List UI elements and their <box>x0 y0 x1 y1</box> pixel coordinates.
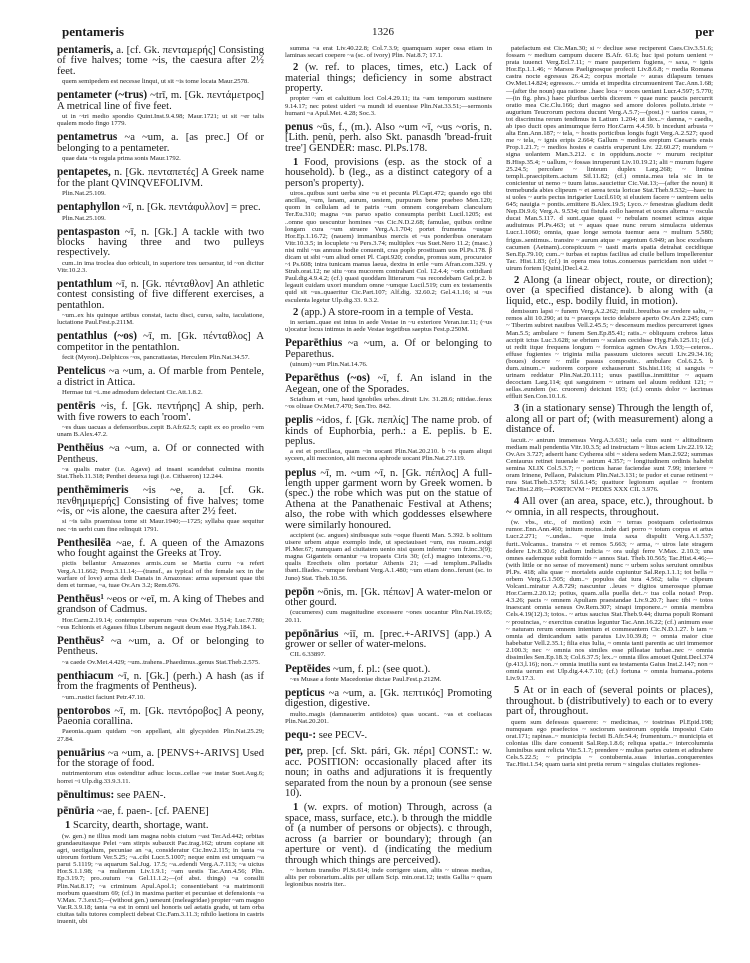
dictionary-entry <box>285 468 492 531</box>
dictionary-entry <box>57 90 264 112</box>
headword: pequ-: <box>285 729 317 742</box>
headword: pēnultimus: <box>57 788 115 801</box>
definition: ~ūs, f., (m.). Also ~um ~ī, ~us ~oris, n. [Lith. penù, perh. also Skt. panasdh 'bread-fruit tree'] GENDER: masc. Pl.Ps.178. <box>285 121 492 154</box>
sense-definition: (in a stationary sense) Through the length of, along all or part of; (with measurement) along a distance of. <box>506 403 713 436</box>
column-middle <box>285 45 492 888</box>
dictionary-entry <box>285 688 492 710</box>
headword: peplus <box>285 466 317 479</box>
citations: summa ~a erat Liv.40.22.8; Col.7.3.9; quamquam super ossa etiam in laminas secari coepere ~a (sc. of ivory) Plin. Nat.8.7; 17.1. <box>285 45 492 60</box>
citations: Paeonia..quam quidam ~on appellant, alii glycysiden Plin.Nat.25.29; 27.84. <box>57 728 264 743</box>
sense-block <box>506 404 713 435</box>
definition: ~a ~um, a. Of or connected with Pentheus. <box>57 443 264 465</box>
citations: Hermae tui ~i..me admodum delectant Cic.Att.1.8.2. <box>62 389 203 397</box>
dictionary-entry <box>285 122 492 154</box>
dictionary-entry <box>285 746 492 799</box>
citations: quem sum defessus quaerere: ~ medicinas, ~ tostrinas Pl.Epid.198; numquam ego praefectos ~ sociorum uestrorum oppida imposiui Cato orat.171; rapinas..~ municipia fecisti B.Afr.54.4; frumentum..~ municipia et colonias illis dare conuenit Sal.Rep.1.8.6; reliqua spatia..~ intercolumnia luminibus sunt relicta Vitr.5.1.7; prendere ~ multas partes cutem et adtrahere Cels.5.22.5; ~ principia ~ contubernia..suas iniurias..conquerentes Tac.Hist.1.54; quam uaria sint pretia rerum ~ singulas ciuitates regiones- <box>506 718 713 769</box>
headword: pentaspaston <box>57 225 120 238</box>
citations: iacuit..~ antrum immensus Verg.A.3.631; uela cum sunt ~ altitudinem mediam mali pendentia Vitr.10.3.5; ad instructam ~ litus aciem Liv.22.19.12; Ov.Ars 3.727; adserit hanc Cytherea sibi ~ sidera sedem Man.2.922; summas Centaurus retinet iuuenale ~ astrum 4.357; ~ longitudinem ordinis habebit semina XLIX Col.5.3.7; ~ porticus harae faciendae sunt 7.99; interiere ~ oram Irinene, Pellaon, Palsicium Plin.Nat.3.131; te pudor et curae retinent ~ rura Stat.Theb.3.573; Sil.6.145; quattuor legionum aquilae ~ frontem Tac.Hist.2.89;—PORTICVM ~ PEDES XXX CIL 3.976. <box>506 436 713 494</box>
citations: Sciathum et ~um, haud ignobiles urbes..diruit Liv. 31.28.6; nitidae..ferax ~os oliuae Ov.Met.7.470; Sen.Tro. 842. <box>285 395 492 411</box>
column-right <box>506 45 713 768</box>
definition: ~ī, m. [Gk. πένταθλος] A competitor in the pentathlon. <box>57 331 265 353</box>
dictionary-entry <box>57 594 264 616</box>
sense-number: 2 <box>293 306 299 318</box>
definition: ~trī, m. [Gk. πεντάμετρος] A metrical line of five feet. <box>57 90 264 112</box>
dictionary-entry <box>57 538 264 560</box>
citations: demissum lapsi ~ funem Verg.A.2.262; multi..breuibus se credere saltu, ~ remos alii 10.290; at tu ~ praeceps tecto delabere aperto Ov.Ars 2.245; cum ~ Tiberim subiret nauibus Vell.2.45.5; ~ descensum medios percurreret ignes Man.5.5; ambulare ~ funem Sen.Ep.85.41; ratis..~ obliquum crebros latus accipit ictus Luc.3.628; se ebrium ~ scalam cecidisse Hyg.Fab.125.11; (cf.) ut redit itque frequens longum ~ formica agmen Ov.Ars 1.93;—ceteros.. effuse fugientes ~ triginta milia passuum uictores secuti Liv.29.34.16; (boues) docere ~ mille passus composite.. ambulare Col.6.2.5. b dum..uinum..~ sudorem corpore exhauserunt Sis.hist.116; si sanguis ~ urinam reddatur Plin.Nat.20.111; unus pastillus..inmittitur ~ aquam decoctam Larg.114; qui sanguinem ~ urinam uel aluum reddunt 121; ~ sellas..eundem (sc. cruorem) deiciunt 193; (cf.) omnis dolor ~ lacrimas effluit Sen.Con.10.1.6. <box>506 308 713 401</box>
headword: Penthesilēa <box>57 536 112 549</box>
headword: pepticus <box>285 687 325 700</box>
headword: pentēris <box>57 400 96 413</box>
citations: Plin.Nat.25.109. <box>62 190 106 198</box>
citations: ~um..rustici faciunt Petr.47.10. <box>62 693 145 701</box>
sense-definition: (w. exprs. of motion) Through, across (a space, mass, surface, etc.). b through the middle of (a number of persons or objects). c through, across (a barrier or boundary); through (an aperture or vent). d (indicating the medium through which things are perceived). <box>285 802 493 866</box>
sense-block <box>285 158 492 189</box>
definition: ~ae, f. A queen of the Amazons who fought against the Greeks at Troy. <box>57 537 264 560</box>
citations: ~a qualis mater (i.e. Agave) ad insani scandebat culmina montis Stat.Theb.11.318; Penthei deuexa iugi (i.e. Cithaeron) 12.244. <box>57 466 264 481</box>
sense-definition: At or in each of (several points or places), throughout. b (distributively) to each or to every part of, throughout. <box>506 685 713 718</box>
sense-number: 3 <box>514 403 520 415</box>
dictionary-entry <box>57 331 264 353</box>
definition: ~um, f. pl.: (see quot.). <box>333 663 431 675</box>
headword: pentameter (~trus) <box>57 89 148 102</box>
dictionary-entry <box>57 132 264 154</box>
citations: quae data ~is regula prima sonis Maur.1792. <box>62 155 181 163</box>
citations: ~a caede Ov.Met.4.429; ~um..trahens..Phaedimus..genus Stat.Theb.2.575. <box>62 658 260 666</box>
dictionary-entry <box>285 415 492 447</box>
sense-number: 2 <box>514 275 520 286</box>
definition: ~a ~um, a. [as prec.] Of or belonging to a pentameter. <box>57 132 264 154</box>
page-number: 1326 <box>372 26 394 38</box>
definition: ~a ~um, a. Of marble from Pentele, a district in Attica. <box>57 366 264 388</box>
definition: ~a ~um, a. Of or belonging to Pentheus. <box>57 635 264 658</box>
definition: see PAEN-. <box>116 789 166 801</box>
headword: pentathlus (~os) <box>57 330 137 343</box>
dictionary-entry <box>57 806 264 817</box>
citations: ~um..ex his quinque artibus constat, iactu disci, cursu, saltu, iaculatione, luctatione Paul.Fest.p.211M. <box>57 312 264 327</box>
sense-block <box>285 63 492 94</box>
dictionary-entry <box>57 748 264 770</box>
definition: ~iī, m. [prec.+-ARIVS] (app.) A grower or seller of water-melons. <box>285 628 492 651</box>
dictionary-entry <box>57 202 264 213</box>
dictionary-entry <box>57 636 264 658</box>
citations: ~ hortum transibo Pl.St.614; inde corrigere uiam, aliis ~ uineas medias, aliis per roborarium..aliis per uillam Scip. min.orat.12; testis Gallia ~ quam legionibus nostris iter.. <box>285 866 492 889</box>
citations: ut in ~tri medio spondio Quint.Inst.9.4.98; Maur.1721; ut sit ~er talis qualem modo fingo 1779. <box>57 113 264 128</box>
headword: penuārius <box>57 746 105 759</box>
sense-definition: Scarcity, dearth, shortage, want. <box>72 820 209 832</box>
sense-definition: (app.) A store-room in a temple of Vesta. <box>300 306 474 318</box>
citations: ~es Musae a fonte Macedoniae dictae Paul.Fest.p.212M. <box>290 675 442 683</box>
dictionary-entry <box>285 587 492 609</box>
citations: ~es duas uacuas a defensoribus..cepit B.Afr.62.5; capit ex eo proelio ~em unam B.Alex.47.2. <box>57 424 264 439</box>
definition: ~eos or ~eī, m. A king of Thebes and grandson of Cadmus. <box>57 593 264 616</box>
sense-block <box>285 803 492 865</box>
dictionary-entry <box>57 401 264 423</box>
dictionary-entry <box>57 443 264 465</box>
dictionary-entry <box>285 338 492 360</box>
dictionary-entry <box>285 373 492 395</box>
sense-number: 1 <box>65 820 71 832</box>
headword: pentaphyllon <box>57 201 120 214</box>
citations: CIL 6.33897. <box>290 651 326 659</box>
sense-number: 1 <box>293 156 299 168</box>
sense-block <box>506 276 713 307</box>
headword: pentapetes, <box>57 166 111 179</box>
sense-number: 1 <box>293 802 299 814</box>
citations: fecit (Myron)..Delphicos ~os, pancratiastas, Herculem Plin.Nat.34.57. <box>62 354 250 362</box>
dictionary-entry <box>285 664 492 675</box>
sense-number: 5 <box>514 685 520 697</box>
column-left <box>57 45 264 925</box>
citations: nutrimentorum eius ostenditur adhuc locus..cellae ~ae instar Suet.Aug.6; horrei ~i Ulp.dig.33.9.3.11. <box>57 770 264 785</box>
definition: ~ī, f. An island in the Aegean, one of the Sporades. <box>285 373 493 395</box>
definition: ~ī, m. [Gk. πεντόροβος] A peony, Paeonia corallina. <box>57 705 264 728</box>
definition: ~ī, n. [Gk.] (perh.) A hash (as if from the fragments of Pentheus). <box>57 670 264 693</box>
sense-block <box>506 686 713 717</box>
left-guide-word: pentameris <box>62 24 125 39</box>
sense-block <box>285 308 492 318</box>
citations: (w. vbs., etc., of motion) exin ~ terras postquam celerissimus rumor..Enn.Ann.460; initum motus..inde dari porro ~ totum corpus et artus Lucr.2.271; ~..undas.. ~que inuia saxa dispulit Verg.A.1.537; furit..Volcanus.. transtra ~ et remos 5.663; ~ arma, ~ uiros late stragem dedere Liv.8.30.6; cladium indicia ~ ora uulgi ferre V.Max. 2.10.3; una omnes eademque subit formido ~ annos Stat. Theb.10.565; Tac.Hist.4.46;—(with little or no sense of movement) nunc ~ urbem solus seruiunt omnibus Pl.Ps. 418; alia quae ~ mortaleis auide cupiuntur Sal.Rep.1.1.1; tot bella ~ orbem Verg.G.1.505; dum..~ populos dat iura 4.562; talia ~ clipeum Volcani..miratur A.8.729; nascuntur ..leues ~ digitos umerosque plumae Hor.Carm.2.20.12; potius, quam..ulla puella det..~ tua colla notas! Prop. 4.3.26; pacis ~ omnem Apuliam praestandae Liv.9.20.7; haec tibi ~ totos inaescant omnia sensus Ov.Rem.307; sinapi imponere..~ omnia membra Cels.4.19(12).3; totos.. ~ artus saucius Stat.Theb.9.44; diurna populi Romani ~ prouincias, ~ exercitus curatius leguntur Tac.Ann.16.22; (cf.) animum esse ~ naturam rerum omnem intentum et commeantem Cic.N.D.1.27. b iam ~ omnia ad dimicandum satis paratus Liv.10.39.8; ~ omnia maior ciue habebatur Vell.2.35.1; filia eius Iulia, ~ omnia tanti parentis ac uiri immemor 2.100.3; nec ~ omnia nos similes esse pilleatae turbae..nec ~ omnia dissimiles Sen.Ep.18.3; Col.6.37.5; lex..~ omnia illos amouet Quint.Decl.374 (p.413,l.16); non..~ omnia inutilia sunt ea testamenta Gaius Inst.2.147; non ~ omnia uerum est Ulp.dig.4.4.7.10; (cf.) fortuna ~ omnia humana..potens Liv.9.17.3. <box>506 519 714 683</box>
headword: penthēmimeris <box>57 484 129 497</box>
dictionary-entry <box>57 706 264 728</box>
citations: uiros..quibus sunt uerba sine ~u et pecunia Pl.Capt.472; quando ego tibi ancillas, ~um, lanam, aurum, uestem, purpuram bene praebeo Men.120; quom in cellulam ad te patris ~um omnem congerebam clanculum Ter.Eu.310; magna ~us paruo spatio consumpta peribit Lucil.1205; est ..omne quo uescuntur homines ~us Cic.N.D.2.68; famulae, quibus ordine longam cura ~um struere Verg.A.1.704; portet frumenta ~usque Hor.Ep.1.16.72; (nauem) immanibus mercis et ~us ponderibus oneratam Vitr.10.3.5; in locuplete ~u Pers.3.74; multiplex ~us Suet.Nero 11.2; (masc.) nisi mihi ~us annuus hodie conuenit, cras poplo prostituam uos Pl.Ps.178. β dicam ut sibi ~um aliud ornet Pl. Capt.920; condus, promus sum, procurator ~i Ps.608; intra tunicam manus laeua, dextra in erile ~um Afran.com.329. γ Strab.orat.12; ne situ ~ora mucorem contrahant Col. 12.4.4; ~oris cottidiani Paul.dig.4.9.4.2; (cf.) quasi quoddam litterarum ~us recondebam Gel.pr.2. b legauit cuidam uxori mundum omne ~umque Lucil.519; cum ex testamentis quid sit ~us..quaeritur Cic.Part.107; Alf.dig. 32.60.2; Gel.4.1.16; si ~us esculenta legetur Ulp.dig.33. 9.3.2. <box>285 190 492 304</box>
sense-definition: All over (an area, space, etc.), throughout. b ~ omnia, in all respects, throughout. <box>506 496 713 518</box>
headword: pentathlum <box>57 278 113 291</box>
citations: multo..magis (damnauerim antidotos) quas uocant.. ~as et coeliacas Plin.Nat.20.201. <box>285 710 492 725</box>
dictionary-entry <box>285 730 492 741</box>
definition: a. [cf. Gk. πενταμερής] Consisting of five halves; tome ~is, the caesura after 2½ feet. <box>57 45 264 77</box>
headword: penus <box>285 120 313 133</box>
headword: Peparēthus (~os) <box>285 372 371 385</box>
headword: pentametrus <box>57 131 118 144</box>
citations: Hor.Carm.2.19.14; contemptor superum ~eus Ov.Met. 3.514; Luc.7.780; ~eus Echionis et Agaues filius Liberum negauit deum esse Hyg.Fab.184.1. <box>57 616 264 631</box>
citations: Plin.Nat.25.109. <box>62 214 106 222</box>
headword: peplis <box>285 414 313 427</box>
citations: (w. gen.) ne illius modi iam magna nobis ciuium ~ast Ter.Ad.442; orbitas grandaeuitasque Pelei ~am stirpis subauxit Pac.trag.162; utrum copiane sit agri, uectigalium, pecuniae an ~a, consideratur Cic.Inv.2.115; in tanta ~a uirorum fortium Ver.5.25; ~a..cibi Lucr.5.1007; neque enim est umquam ~a parui 5.1119; ~a aquarum Sal.Jug. 17.5; ~a..edendi Verg.A.7.113; ~a uictus Hor.S.1.1.98; ~a mulierum Liv.1.9.1; ~am uestis Tac.Ann.4.56; Plin. Ep.3.19.7; pro..ouium ~a Gel.11.1.2;—(of abst. things) ~a consilii Plin.Nat.8.17; ~a criminum Apul.Apol.1; consentiebant ~a matrimonii morbum quaesitum 69; (cf.) in maxima pariter et pecuniae et defensionis ~a V.Max. 7.3.ext.5;—(without gen.) ueneunt (meleagridae) propter ~am magno Var.R.3.9.18; tanta ~a est in omni uel honoris uel aetatis gradu, ut tam orba ciuitas talis tutores complecti debeat Cic.Fam.3.11.3; nihilo laetiora in castris inuenit, ubi <box>57 832 264 925</box>
headword: Penthēus² <box>57 634 104 647</box>
dictionary-entry <box>57 485 264 517</box>
sense-definition: (w. ref. to places, times, etc.) Lack of material things; deficiency in some abstract property. <box>285 62 493 94</box>
dictionary-entry <box>57 366 264 388</box>
headword: Penthēus¹ <box>57 592 104 605</box>
headword: pentameris, <box>57 44 114 56</box>
headword: Pentelicus <box>57 365 106 378</box>
definition: ~ī, n. [Gk. πένταθλον] An athletic contest consisting of five different exercises, a pentathlon. <box>57 279 264 311</box>
sense-definition: Along (a linear object, route, or direction); over (a specified distance). b along with (a liquid, etc., esp. bodily fluid, in motion). <box>506 275 713 307</box>
definition: see PECV-. <box>318 730 368 742</box>
dictionary-entry <box>57 790 264 801</box>
definition: ~ī, n. [Gk. πεντάφυλλον] = prec. <box>122 202 261 214</box>
definition: ~is, f. [Gk. πεντήρης] A ship, perh. with five rowers to each 'room'. <box>57 401 264 423</box>
citations: cum..in ima troclea duo orbiculi, in superiore tres uersantur, id ~on dicitur Vitr.10.2.3. <box>57 259 264 274</box>
definition: ~ae, f. paen-. [cf. PAENE] <box>96 806 209 818</box>
dictionary-entry <box>285 629 492 651</box>
headword: Peparēthius <box>285 337 343 350</box>
definition: prep. [cf. Skt. pári, Gk. πέρι] CONST.: w. acc. POSITION: occasionally placed after its noun; in oaths and adjurations it is frequently separated from the noun by a pronoun (see sense 10). <box>285 746 492 800</box>
definition: ~ī, m. ~um ~ī, n. [Gk. πέπλος] A full-length upper garment worn by Greek women. b (spec.) the robe which was put on the statue of Athena at the Panathenaic Festival at Athens; also, the robe with which goddesses elsewhere were similarly honoured. <box>285 467 492 531</box>
right-guide-word: per <box>695 24 714 39</box>
citations: accipient (sc. angues) sinibusque suis ~oque fluenti Man. 5.392. b solitum uisere urbem atque exemplo inde, ut spectauisset ~um, rus rusum..exigi Pl.Mer.67; numquam ad ciuitatem uenio nisi quom infertur ~um fr.inc.3(9); magna Giganteis ornantur ~a tropaeis Ciris 30; (cf.) magno intexens..~o, qualis Erectheis olim portatur Athenis 21; —ad templum..Palladis ibant..Iliades..~umque ferebant Verg.A.1.480; ~um etiam dono..ferunt (sc. to Juno) Stat. Theb.10.56. <box>285 531 492 582</box>
headword: Penthēius <box>57 442 104 455</box>
sense-definition: Food, provisions (esp. as the stock of a household). b (leg., as a distinct category of a person's property). <box>285 156 492 189</box>
definition: ~a ~um, a. [PENVS+-ARIVS] Used for the storage of food. <box>57 747 264 770</box>
citations: in seriam..quae est intus in aede Vestae in ~u exteriore Veran.iur.11; (~us u)ocatur locus intimus in aede Vestae tegetibus saeptus Fest.p.250M. <box>285 319 492 334</box>
definition: ~a ~um, a. Of or belonging to Peparethus. <box>285 338 492 360</box>
headword: pepōn <box>285 585 315 598</box>
sense-number: 4 <box>514 496 520 508</box>
definition: ~ī, n. [Gk.] A tackle with two blocks having three and two pulleys respectively. <box>57 226 264 259</box>
dictionary-entry <box>57 45 264 77</box>
citations: si ~is talis praemissa tome sit Maur.1940;—1725; syllaba quae sequitur nec ~in uerbi cum fine relinquit 1791. <box>57 518 264 533</box>
citations: (uinum) ~um Plin.Nat.14.76. <box>290 361 368 369</box>
dictionary-entry <box>57 227 264 259</box>
citations: (cucumeres) cum magnitudine excessere ~ones uocantur Plin.Nat.19.65; 20.11. <box>285 609 492 624</box>
dictionary-entry <box>57 167 264 189</box>
headword: pepōnārius <box>285 627 339 640</box>
dictionary-entry <box>57 671 264 693</box>
sense-block <box>506 497 713 518</box>
definition: ~is ~e, a. [cf. Gk. πενθημιμερής] Consisting of five halves; tome ~is, or ~is alone, the caesura after 2½ feet. <box>57 485 265 518</box>
definition: n. [Gk. πενταπετές] A Greek name for the plant QVINQVEFOLIVM. <box>57 167 264 189</box>
headword: pentorobos <box>57 704 111 717</box>
definition: ~a ~um, a. [Gk. πεπτικός] Promoting digestion, digestive. <box>285 688 492 710</box>
dictionary-entry <box>57 279 264 311</box>
citations: patefactum est Cic.Man.30; si ~ decliue sese reciperent Caes.Civ.3.51.6; fossam ~ medium campum ducere B.Afr. 61.6; huc ipsi potum uenient ~ prata iuuenci Verg.Ecl.7.11; ~ mare pauperiem fugiens, ~ saxa, ~ ignis Hor.Ep.1.1.46; ~ Marsos Paelignosque profecti Liv.8.6.8; ~ media Romana castra nocte egressus 26.4.2; corpus mortale ~ auras dilapsum tenues Ov.Met.14.824; egressos..~ umida et impedita circumuenirent Tac.Ann.1.68;—(after the noun) qua ratione ..haec loca ~ uoces ueniant Lucr.4.597; 5.770;—(in fig. phrs.) haec pluribus uerbis dicerem ~ quae nunc paucis percurrit oratio mea Cic.Clu.166; duri magno sed amore dolores polluto..triste ~ augurium Teucrorum pectora ducunt Verg.A.5.7;—(post.) ~ uarios casus, ~ tot discrimina rerum tendimus in Latium 1.204; ut ilex..~ damna, ~ caedis, ab ipso ducit opes animumque ferro Hor.Carm 4.4.59. b incedunt arbusta ~ alta Enn.Ann.187; ~ tela, ~ hostis porticibus longis fugit Verg.A.2.527; quod me ~ tela, ~ ignis eripis 2.664; Gallum ~ medios ereptum Caesaris ensis Prop.1.21.7; ~ medios hostes e castris eruperunt Liv. 22.60.27; mundum ~ signa uolantem Man.3.212. c in oppidum..nocte ~ murum recipitur B.Hisp.35.4; ~ uallum, ~ fossas inruperunt Liv.10.19.21; alii ~ murum fugere 25.24.5; percolare ~ linteum duplex Larg.268; ~ limina templi..praecipitem..actum Sil.11.82; (cf.) omnia..mea tela sic in te conicientur ut nemo ~ tuum latus..sauciettur Cic.Vat.13;—(after the noun) it tremebunda abies clipeum ~ et aerea texta loricae Stat.Theb.9.532;—haec tu si uoles ~ auris pectus inrigarier Lucil.610; si eluuiem facere ~ uentrem uelis 645; nauigia ~ pontis..emittere B.Alex.19.5; Lyco..~ fenestras gladium dedit Nep.Di.9.6; Verg.A. 9.534; cui fistula collo haereat et uoces alterna ~ oscula ducat Man.5.117. d sunt..quae quasi ~ nebulam nosmet scimus atque audiuimus Pl.Ps.463; ut ~ aquas quae nunc rerum simulacra uidemus Lucr.1.1060; omnia, quae longe semota tuemur aera ~ multum 5.580; frigus..sentimus.. transire ~ aurum atque ~ argentum 6.949; an hoc excelsum cacumen (Aetnam)..conspicuum ~ uasti maris spatia detrahat ceciditque Sen.Ep.79.10; cum..~ turbas et raptus facilius ad ciuile bellum impellerentur Tac. Hist.1.83; (cf.) in opera mea totus..conuersus parricidam non uidet ~ uirum fortem [Quint.]Decl.4.2. <box>506 45 713 272</box>
definition: ~idos, f. [Gk. πεπλίς] The name prob. of kinds of Euphorbia, perh.: a E. peplis. b E. peplus. <box>285 415 492 447</box>
citations: quem semipedem est necesse linqui, ut sit ~is tome locata Maur.2578. <box>62 78 249 86</box>
headword: pēnūria <box>57 805 95 818</box>
sense-number: 2 <box>293 62 299 74</box>
citations: a est et porcillaca, quam ~in uocant Plin.Nat.20.210. b ~is quam aliqui syceen, alii meconion, alii mecona aphrode uocant Plin.Nat.27.119. <box>285 448 492 463</box>
citations: propter ~am et caluitium loci Col.4.29.11; ita ~am temporum sustinere 9.14.17; nec potest uideri ~a mundi id euenisse Plin.Nat.33.51;—sermonis humani ~a Apul.Met. 4.28; Soc.3. <box>285 95 492 117</box>
headword: Peptēides <box>285 662 331 675</box>
headword: penthiacum <box>57 669 114 682</box>
headword: per, <box>285 745 303 758</box>
definition: ~ōnis, m. [Gk. πέπων] A water-melon or other gourd. <box>285 586 492 609</box>
citations: pictis bellantur Amazones armis..cum se Martia curru ~a refert Verg.A.11.662; Prop.3.11.14;—(transf., as typical of the female sex in the warfare of love) arma dedi Danais in Amazonas: arma supersunt quae tibi dem et turmae, ~a, tuae Ov.Ars 3.2; Rem.676. <box>57 560 264 589</box>
sense-block <box>57 821 264 831</box>
